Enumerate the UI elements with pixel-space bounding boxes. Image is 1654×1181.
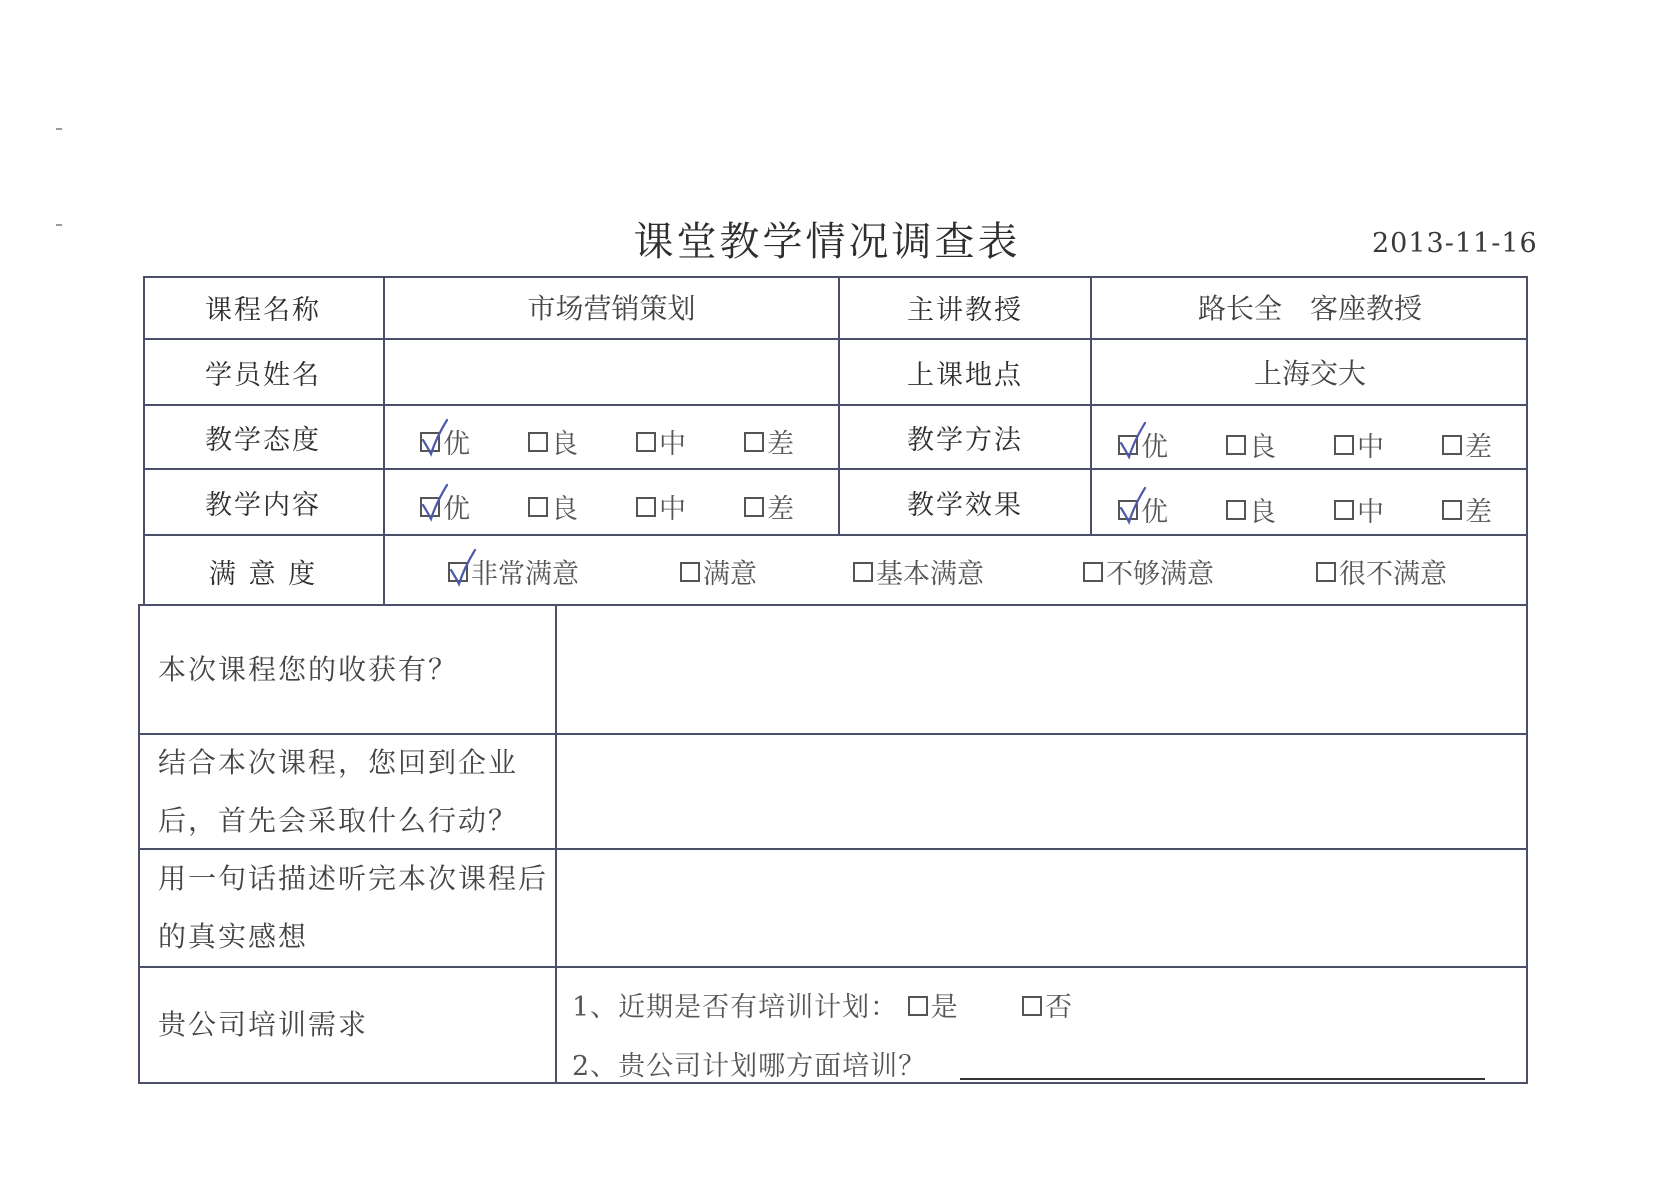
satisfaction-checkbox[interactable]	[680, 562, 700, 582]
method-option[interactable]	[1334, 425, 1384, 464]
course-name-label: 课程名称	[205, 294, 321, 326]
method-option-label: 良	[1249, 432, 1276, 463]
content-checkbox[interactable]	[528, 497, 548, 517]
student-name-value[interactable]	[385, 340, 838, 404]
content-label: 教学内容	[205, 489, 321, 521]
satisfaction-checkbox[interactable]	[1316, 562, 1336, 582]
method-checkbox[interactable]	[1118, 435, 1138, 455]
no-label: 否	[1044, 992, 1073, 1023]
satisfaction-option-label: 不够满意	[1106, 559, 1214, 590]
attitude-option-label: 良	[551, 429, 578, 460]
content-checkbox[interactable]	[420, 497, 440, 517]
satisfaction-checkbox[interactable]	[853, 562, 873, 582]
content-option[interactable]	[528, 487, 578, 526]
no-checkbox[interactable]	[1022, 996, 1042, 1016]
method-label: 教学方法	[907, 424, 1023, 456]
satisfaction-label: 满 意 度	[208, 558, 318, 590]
satisfaction-option-label: 非常满意	[471, 559, 579, 590]
method-checkbox[interactable]	[1442, 435, 1462, 455]
method-option[interactable]	[1442, 425, 1492, 464]
needs-q2-answer-line[interactable]	[960, 1078, 1485, 1080]
method-option-label: 优	[1141, 432, 1168, 463]
content-option-label: 良	[551, 494, 578, 525]
satisfaction-option[interactable]	[448, 552, 579, 591]
content-checkbox[interactable]	[744, 497, 764, 517]
content-option-label: 中	[659, 494, 686, 525]
answer-feeling[interactable]	[557, 850, 1526, 966]
attitude-checkbox[interactable]	[744, 432, 764, 452]
attitude-checkbox[interactable]	[528, 432, 548, 452]
content-option[interactable]	[636, 487, 686, 526]
satisfaction-option[interactable]	[1316, 552, 1447, 591]
content-option[interactable]	[744, 487, 794, 526]
question-gain: 本次课程您的收获有？	[158, 652, 459, 686]
attitude-option[interactable]	[528, 422, 578, 461]
effect-option[interactable]	[1226, 490, 1276, 529]
method-option-label: 中	[1357, 432, 1384, 463]
attitude-option-label: 差	[767, 429, 794, 460]
attitude-checkbox[interactable]	[636, 432, 656, 452]
effect-checkbox[interactable]	[1442, 500, 1462, 520]
effect-option[interactable]	[1118, 490, 1168, 529]
question-feeling: 用一句话描述听完本次课程后的真实感想	[158, 862, 549, 953]
content-option[interactable]	[420, 487, 470, 526]
method-option-label: 差	[1465, 432, 1492, 463]
method-option[interactable]	[1118, 425, 1168, 464]
satisfaction-option-label: 很不满意	[1339, 559, 1447, 590]
satisfaction-option-label: 基本满意	[876, 559, 984, 590]
method-checkbox[interactable]	[1334, 435, 1354, 455]
question-action: 结合本次课程，您回到企业后，首先会采取什么行动？	[158, 745, 519, 837]
satisfaction-option[interactable]	[1083, 552, 1214, 591]
lecturer-value: 路长全 客座教授	[1197, 292, 1422, 325]
effect-checkbox[interactable]	[1226, 500, 1246, 520]
location-value: 上海交大	[1253, 357, 1366, 390]
satisfaction-option[interactable]	[680, 552, 757, 591]
question-needs: 贵公司培训需求	[158, 1008, 369, 1041]
attitude-option[interactable]	[744, 422, 794, 461]
scan-mark	[56, 128, 62, 130]
attitude-option-label: 优	[443, 429, 470, 460]
content-checkbox[interactable]	[636, 497, 656, 517]
effect-checkbox[interactable]	[1334, 500, 1354, 520]
method-checkbox[interactable]	[1226, 435, 1246, 455]
satisfaction-checkbox[interactable]	[1083, 562, 1103, 582]
content-option-label: 优	[443, 494, 470, 525]
needs-q2: 2、贵公司计划哪方面培训？	[572, 1051, 927, 1082]
method-option[interactable]	[1226, 425, 1276, 464]
satisfaction-option-label: 满意	[703, 559, 757, 590]
satisfaction-checkbox[interactable]	[448, 562, 468, 582]
effect-option-label: 中	[1357, 497, 1384, 528]
effect-label: 教学效果	[907, 489, 1023, 521]
attitude-option[interactable]	[420, 422, 470, 461]
effect-checkbox[interactable]	[1118, 500, 1138, 520]
content-option-label: 差	[767, 494, 794, 525]
yes-checkbox[interactable]	[908, 996, 928, 1016]
lecturer-label: 主讲教授	[907, 294, 1023, 326]
effect-option-label: 良	[1249, 497, 1276, 528]
attitude-label: 教学态度	[205, 424, 321, 456]
course-name-value: 市场营销策划	[527, 292, 696, 325]
effect-option-label: 优	[1141, 497, 1168, 528]
effect-option[interactable]	[1442, 490, 1492, 529]
yes-label: 是	[930, 992, 959, 1023]
needs-q1-text: 1、近期是否有培训计划：	[572, 992, 899, 1023]
location-label: 上课地点	[907, 359, 1023, 391]
effect-option[interactable]	[1334, 490, 1384, 529]
student-name-label: 学员姓名	[205, 359, 321, 391]
needs-q1	[572, 985, 1073, 1024]
attitude-option[interactable]	[636, 422, 686, 461]
attitude-checkbox[interactable]	[420, 432, 440, 452]
effect-option-label: 差	[1465, 497, 1492, 528]
page-title: 课堂教学情况调查表	[633, 219, 1021, 265]
satisfaction-option[interactable]	[853, 552, 984, 591]
answer-gain[interactable]	[557, 606, 1526, 733]
answer-action[interactable]	[557, 735, 1526, 848]
form-date: 2013-11-16	[1372, 228, 1538, 259]
attitude-option-label: 中	[659, 429, 686, 460]
